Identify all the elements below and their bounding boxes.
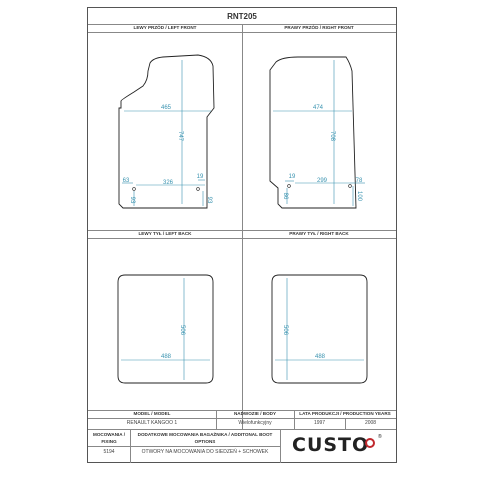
boot-label: DODATKOWE MOCOWANIA BAGAŻNIKA / ADDITONAL BOOT OPTIONS (137, 432, 273, 444)
lf-d4: 93 (129, 196, 135, 204)
right-front-mat-outline (270, 57, 356, 208)
rf-height-label: 708 (329, 130, 335, 142)
registered-icon: ® (378, 434, 382, 440)
year-to: 2008 (364, 420, 377, 426)
lf-d3: 19 (196, 174, 204, 180)
rb-height-label: 506 (282, 324, 288, 336)
body-value: Wielofunkcyjny (238, 420, 272, 426)
left-back-mat-outline (118, 275, 213, 383)
years-label: LATA PRODUKCJI / PRODUCTION YEARS (299, 411, 391, 416)
rb-width-label: 488 (314, 354, 326, 360)
fixing-label: MOCOWANIA / FIXING (93, 432, 125, 444)
lf-d2: 326 (162, 180, 174, 186)
rf-d5: 100 (356, 190, 362, 202)
technical-sheet (87, 7, 397, 463)
model-label: MODEL / MODEL (133, 411, 171, 416)
rf-d1: 19 (288, 174, 296, 180)
mat-drawings (88, 8, 396, 408)
lf-d5: 93 (206, 196, 212, 204)
lb-width-label: 488 (160, 354, 172, 360)
rf-d4: 86 (282, 192, 288, 200)
rf-d2: 299 (316, 178, 328, 184)
lf-d1: 63 (122, 178, 130, 184)
rf-d3: 78 (355, 178, 363, 184)
fixing-value: 5194 (103, 449, 115, 455)
product-code: RNT205 (227, 12, 257, 21)
model-value: RENAULT KANGOO 1 (126, 420, 178, 426)
rf-width-label: 474 (312, 105, 324, 111)
right-back-title: PRAWY TYŁ / RIGHT BACK (289, 231, 349, 236)
lf-width-label: 465 (160, 105, 172, 111)
body-label: NADWOZIE / BODY (233, 411, 277, 416)
year-from: 1997 (313, 420, 326, 426)
boot-value: OTWORY NA MOCOWANIA DO SIEDZEŃ + SCHOWEK (141, 449, 269, 455)
logo-mark-icon (365, 438, 375, 448)
left-front-title: LEWY PRZÓD / LEFT FRONT (133, 25, 197, 30)
brand-logo (288, 434, 392, 458)
right-front-title: PRAWY PRZÓD / RIGHT FRONT (284, 25, 354, 30)
lb-height-label: 506 (179, 324, 185, 336)
logo-text: CUSTO (292, 434, 370, 456)
left-back-title: LEWY TYŁ / LEFT BACK (138, 231, 192, 236)
lf-height-label: 747 (177, 130, 183, 142)
